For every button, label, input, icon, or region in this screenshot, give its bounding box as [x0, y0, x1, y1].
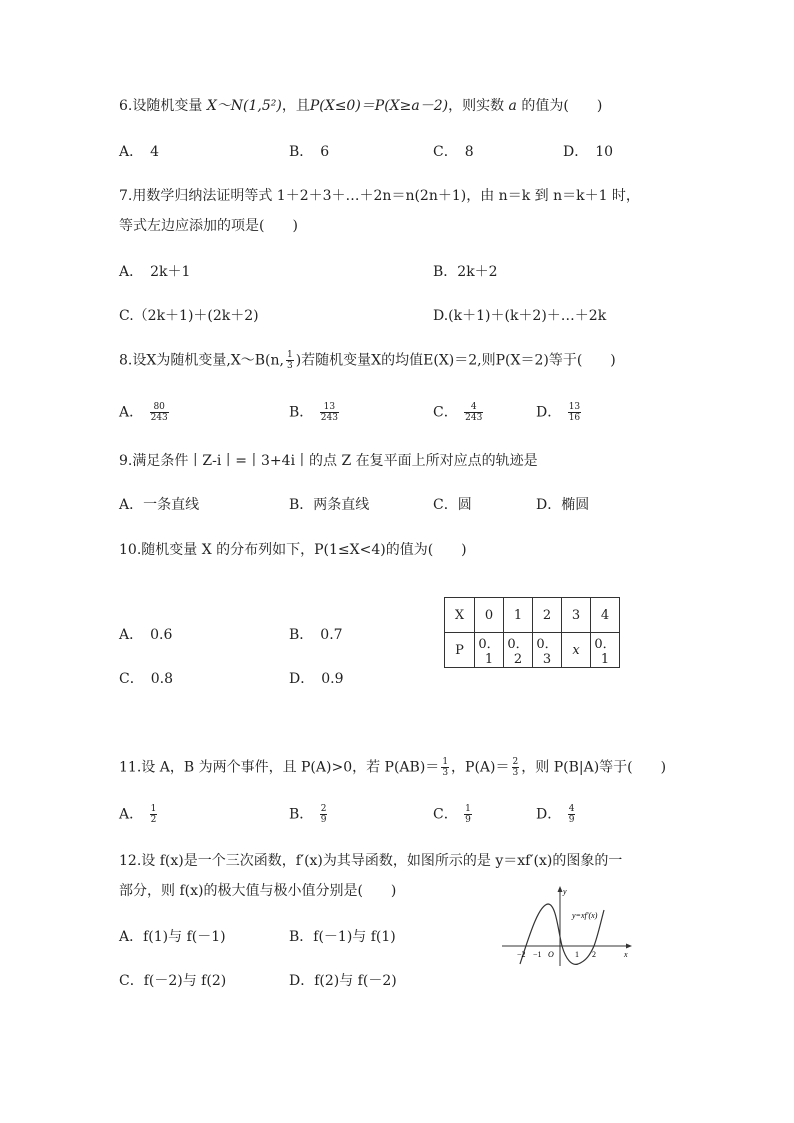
- q11-option-b: B． $\frac{2}{9}$: [289, 804, 327, 825]
- table-cell: P: [445, 633, 475, 668]
- q6-prefix: 6.设随机变量: [119, 98, 203, 114]
- x-axis-label: x: [624, 950, 628, 959]
- q8-option-d: D． $\frac{13}{16}$: [536, 402, 581, 423]
- q6-option-d: D． 10: [563, 144, 614, 160]
- q12-option-c: C．f(－2)与 f(2): [119, 973, 227, 989]
- table-row: [445, 633, 620, 668]
- table-cell: 2: [533, 598, 562, 633]
- y-axis-arrow: [558, 886, 563, 892]
- curve-label: y=xf′(x): [572, 911, 598, 920]
- q11-pre: 11.设 A，B 为两个事件，且 P(A)>0，若 P(AB)＝: [119, 759, 440, 776]
- question-8: [119, 350, 616, 371]
- table-cell: 0．3: [533, 633, 562, 668]
- q8-pre: 8.设X为随机变量,X～B(n,: [119, 352, 284, 369]
- q12-option-a: A．f(1)与 f(－1): [119, 929, 226, 945]
- q8-option-c: C． $\frac{4}{243}$: [433, 402, 483, 423]
- q10-option-b: B． 0.7: [289, 627, 343, 643]
- q11-fraction-1: $\frac{1}{3}$: [442, 757, 449, 778]
- q6-tail: ，则实数: [448, 98, 505, 114]
- table-cell: X: [445, 598, 475, 633]
- q10-option-c: C． 0.8: [119, 671, 173, 687]
- table-cell: 0: [475, 598, 504, 633]
- q6-option-b: B． 6: [289, 144, 330, 160]
- q7-option-c: C.（2k＋1)＋(2k＋2): [119, 308, 259, 324]
- q12-option-d: D．f(2)与 f(－2): [289, 973, 397, 989]
- x-axis-arrow: [626, 944, 632, 949]
- q8-post: )若随机变量X的均值E(X)＝2,则P(X＝2)等于( ): [295, 352, 616, 369]
- function-graph: [500, 880, 635, 970]
- table-cell: 0．1: [475, 633, 504, 668]
- q9-option-c: C．圆: [433, 497, 472, 513]
- q9-option-b: B．两条直线: [289, 497, 370, 513]
- q7-option-a: A． 2k＋1: [119, 264, 191, 280]
- q9-option-a: A．一条直线: [119, 497, 200, 513]
- q6-var: X: [206, 98, 217, 114]
- q11-option-a: A． $\frac{1}{2}$: [119, 804, 157, 825]
- q12-line2: 部分，则 f(x)的极大值与极小值分别是( ): [119, 883, 397, 899]
- table-cell: 0．2: [504, 633, 533, 668]
- q7-line2: 等式左边应添加的项是( ): [119, 218, 298, 234]
- q8-option-a: A． $\frac{80}{243}$: [119, 402, 168, 423]
- q6-a: a: [508, 98, 517, 114]
- q6-mid: ，且: [281, 98, 310, 114]
- y-axis-label: y: [563, 887, 567, 896]
- q10-option-a: A． 0.6: [119, 627, 173, 643]
- question-6: [119, 96, 602, 116]
- q7-line1: 7.用数学归纳法证明等式 1＋2＋3＋…＋2n＝n(2n＋1)，由 n＝k 到 n＝k＋1 时，: [119, 188, 640, 204]
- table-cell: x: [562, 633, 591, 668]
- q6-dist: ～N(1,5²): [216, 98, 282, 114]
- table-cell: 4: [591, 598, 620, 633]
- q7-option-d: D.(k＋1)＋(k＋2)＋…＋2k: [433, 308, 607, 324]
- q9-option-d: D．椭圆: [536, 497, 590, 513]
- tick-label: 1: [575, 950, 579, 959]
- q11-mid: ，P(A)＝: [451, 759, 510, 776]
- tick-label: −2: [517, 950, 526, 959]
- q12-option-b: B．f(－1)与 f(1): [289, 929, 396, 945]
- q10-option-d: D． 0.9: [289, 671, 344, 687]
- q11-post: ，则 P(B|A)等于( ): [521, 759, 667, 776]
- tick-label: 2: [592, 950, 596, 959]
- q8-option-b: B． $\frac{13}{243}$: [289, 402, 338, 423]
- table-cell: 0．1: [591, 633, 620, 668]
- q9-text: 9.满足条件丨Z-i丨=丨3+4i丨的点 Z 在复平面上所对应点的轨迹是: [119, 453, 538, 469]
- q10-text: 10.随机变量 X 的分布列如下，P(1≤X<4)的值为( ): [119, 542, 467, 558]
- question-11: [119, 757, 666, 778]
- q11-option-c: C． $\frac{1}{9}$: [433, 804, 471, 825]
- table-row: [445, 598, 620, 633]
- tick-label: O: [548, 950, 554, 959]
- q6-option-c: C． 8: [433, 144, 474, 160]
- q8-fraction: $\frac{1}{3}$: [286, 350, 293, 371]
- q6-end: 的值为( ): [521, 98, 603, 114]
- q6-option-a: A． 4: [119, 144, 160, 160]
- distribution-table: [444, 597, 620, 668]
- tick-label: −1: [533, 950, 542, 959]
- q6-cond: P(X≤0)＝P(X≥a－2): [309, 98, 449, 114]
- q11-option-d: D． $\frac{4}{9}$: [536, 804, 575, 825]
- q7-option-b: B．2k＋2: [433, 264, 498, 280]
- table-cell: 3: [562, 598, 591, 633]
- q12-line1: 12.设 f(x)是一个三次函数，f′(x)为其导函数，如图所示的是 y＝xf′(x)的图象的一: [119, 853, 623, 869]
- q11-fraction-2: $\frac{2}{3}$: [512, 757, 519, 778]
- table-cell: 1: [504, 598, 533, 633]
